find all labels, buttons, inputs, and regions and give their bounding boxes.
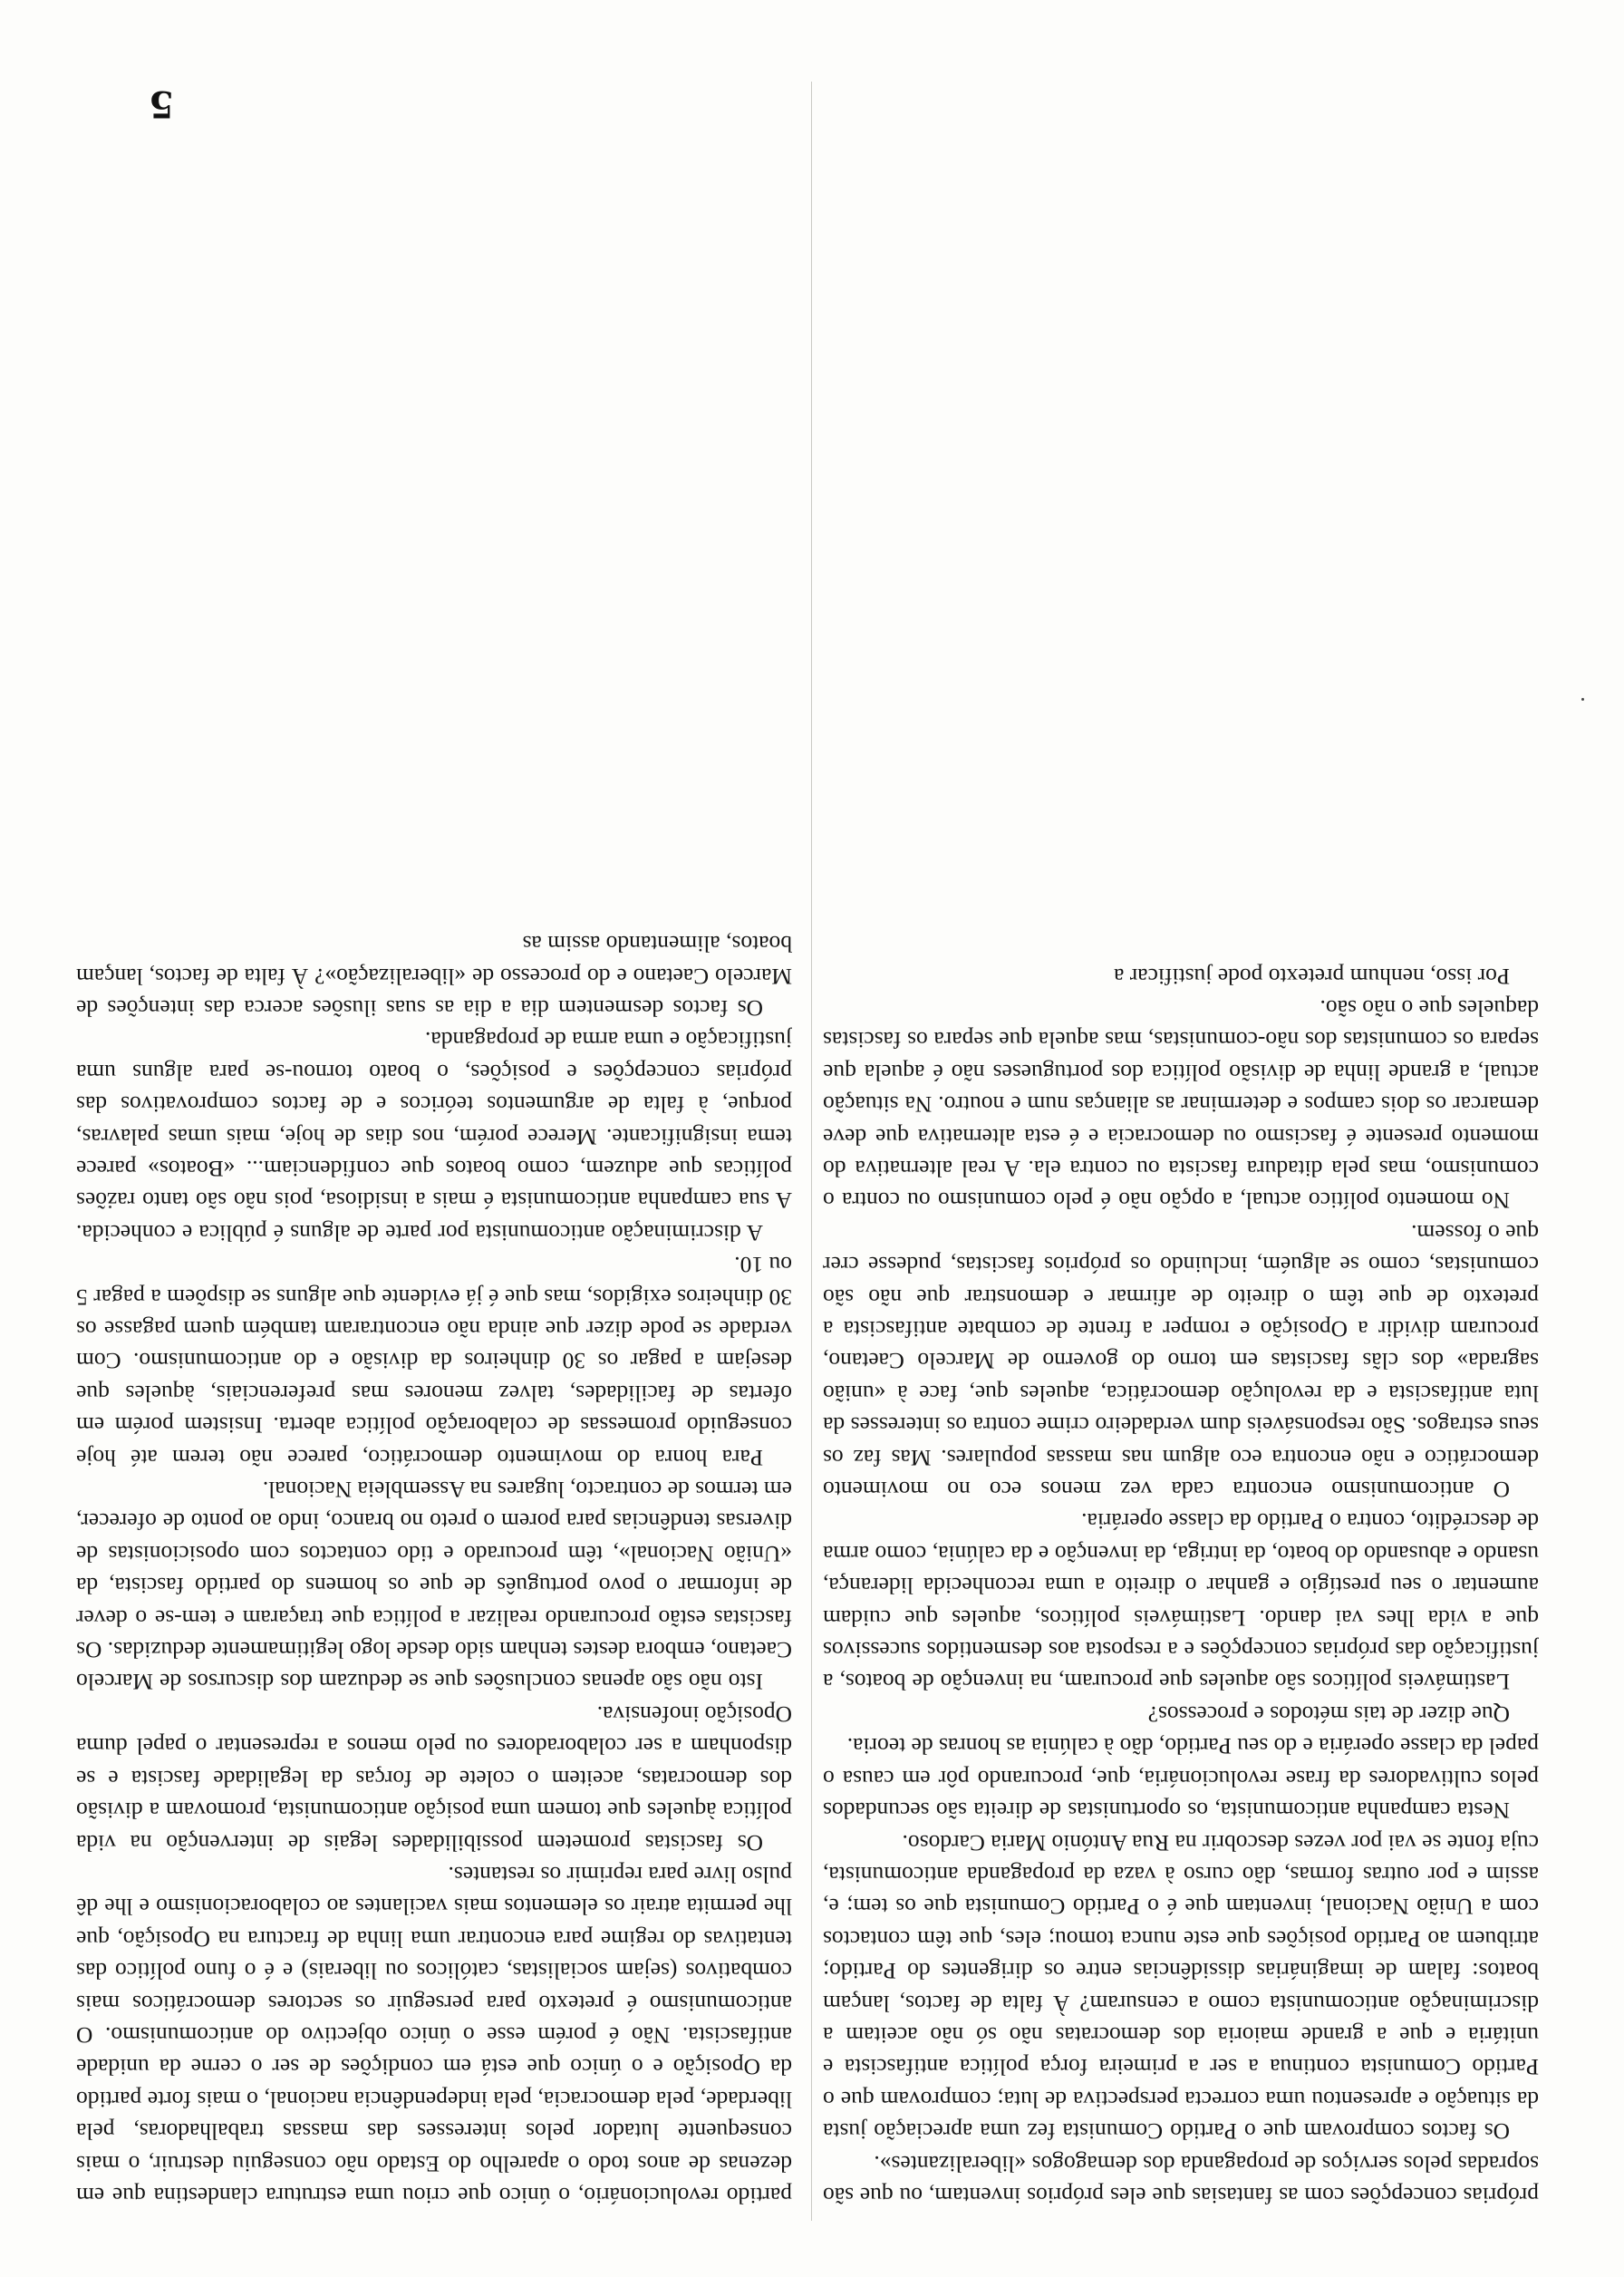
paragraph: A discriminação anticomunista por parte de alguns é pública e conhecida. A sua campanha anticomunista é mais a insidiosa, pois não são tanto razões políticas que aduzem, como boatos que confidenciam... «Boatos» parece tema insignificante. Merece porém, nos dias de hoje, mais umas palavras, porque, à falta de argumentos teóricos e de factos comprovativos das próprias concepções e posições, o boato tornou-se para alguns uma justificação e uma arma de propaganda. (76, 1027, 792, 1246)
left-text-column (823, 91, 1539, 2212)
paragraph: Os factos comprovam que o Partido Comunista fez uma apreciação justa da situação e apresentou uma correcta perspectiva de luta; comprovam que o Partido Comunista continua a ser a primeira força política antifascista e unitária e que a grande maioria dos democratas não só não aceitam a discriminação anticomunista como a censuram? À falta de factos, lançam boatos: falam de imaginárias dissidências entre os dirigentes do Partido; atribuem ao Partido posições que este nunca tomou; eles, que têm contactos com a União Nacional, inventam que é o Partido Comunista que os tem; e, assim e por outras formas, dão curso à vaza da propaganda anticomunista, cuja fonte se vai por vezes descobrir na Rua António Maria Cardoso. (823, 1829, 1539, 2146)
paragraph: No momento político actual, a opção não é pelo comunismo ou contra o comunismo, mas pela ditadura fascista ou contra ela. A real alternativa do momento presente é fascismo ou democracia e é esta alternativa que deve demarcar os dois campos e determinar as alianças num e noutro. Na situação actual, a grande linha de divisão política dos portugueses não é aquela que separa os comunistas dos não-comunistas, mas aquela que separa os fascistas daqueles que o não são. (823, 994, 1539, 1215)
paragraph: Isto não são apenas conclusões que se deduzam dos discursos de Marcelo Caetano, embora destes tenham sido desde logo legitimamente deduzidas. Os fascistas estão procurando realizar a política que traçaram e tem-se o dever de informar o povo português de que os homens do partido fascista, da «União Nacional», têm procurado e tido contactos com oposicionistas de diversas tendências para porem o preto no branco, indo ao ponto de oferecer, em termos de contracto, lugares na Assembleia Nacional. (76, 1477, 792, 1696)
page-number: 5 (149, 82, 174, 125)
paragraph: Para honra do movimento democrático, parece não terem até hoje conseguido promessas de colaboração política aberta. Insistem porém em ofertas de facilidades, talvez menores mas preferenciais, àqueles que desejam a pagar os 30 dinheiros da divisão e do anticomunismo. Com verdade se pode dizer que ainda não encontraram também quem pagasse os 30 dinheiros exigidos, mas que é já evidente que alguns se dispõem a pagar 5 ou 10. (76, 1252, 792, 1471)
right-text-column (76, 91, 792, 2212)
column-divider (811, 82, 812, 2221)
paragraph: Os fascistas prometem possibilidades legais de intervenção na vida política àqueles que tomem uma posição anticomunista, promovam a divisão dos democratas, aceitem o colete de forças da legalidade fascista e se disponham a ser colaboradores ou pelo menos a representar o papel duma Oposição inofensiva. (76, 1700, 792, 1856)
paragraph: partido revolucionário, o único que criou uma estrutura clandestina que em dezenas de anos todo o aparelho do Estado não conseguiu destruir, o mais consequente lutador pelos interesses das massas trabalhadoras, pela liberdade, pela democracia, pela independência nacional, o mais forte partido da Oposição e o único que está em condições de ser o cerne da unidade antifascista. Não é porém esse o único objectivo do anticomunismo. O anticomunismo é pretexto para perseguir os sectores democráticos mais combativos (sejam socialistas, católicos ou liberais) e é o funo político das tentativas do regime para encontrar uma linha de fractura na Oposição, que lhe permita atrair os elementos mais vacilantes ao colaboracionismo e lhe dê pulso livre para reprimir os restantes. (76, 1861, 792, 2209)
paragraph: O anticomunismo encontra cada vez menos eco no movimento democrático e não encontra eco algum nas massas populares. Mas faz os seus estragos. São responsáveis dum verdadeiro crime contra os interesses da luta antifascista e da revolução democrática, aqueles que, face à «união sagrada» dos clãs fascistas em torno do governo de Marcelo Caetano, procuram dividir a Oposição e romper a frente de combate antifascista a pretexto de que têm o direito de afirmar e demonstrar que não são comunistas, como se alguém, incluindo os próprios fascistas, pudesse crer que o fossem. (823, 1219, 1539, 1504)
paragraph: próprias concepções com as fantasias que eles próprios inventam, ou que são sopradas pelos serviços de propaganda dos demagogos «liberalizantes». (823, 2150, 1539, 2209)
paragraph: Lastimáveis políticos são aqueles que procuram, na invenção de boatos, a justificação das próprias concepções e a resposta aos desmentidos sucessivos que a vida lhes vai dando. Lastimáveis políticos, aqueles que cuidam aumentar o seu prestígio e ganhar o direito a uma reconhecida liderança, usando e abusando do boato, da intriga, da invenção e da calúnia, como arma de descrédito, contra o Partido da classe operária. (823, 1508, 1539, 1696)
paragraph: Por isso, nenhum pretexto pode justificar a (1114, 963, 1510, 990)
paragraph: Os factos desmentem dia a dia as suas ilusões acerca das intenções de Marcelo Caetano e do processo de «liberalização»? À falta de factos, lançam boatos, alimentando assim as (76, 931, 792, 1022)
paragraph: Nesta campanha anticomunista, os oportunistas de direita são secundados pelos cultivadores da frase revolucionária, que, procurando pôr em causa o papel da classe operária e do seu Partido, dão à calúnia as honras de teoria. (823, 1733, 1539, 1825)
paragraph: Que dizer de tais métodos e processos? (1147, 1700, 1510, 1728)
